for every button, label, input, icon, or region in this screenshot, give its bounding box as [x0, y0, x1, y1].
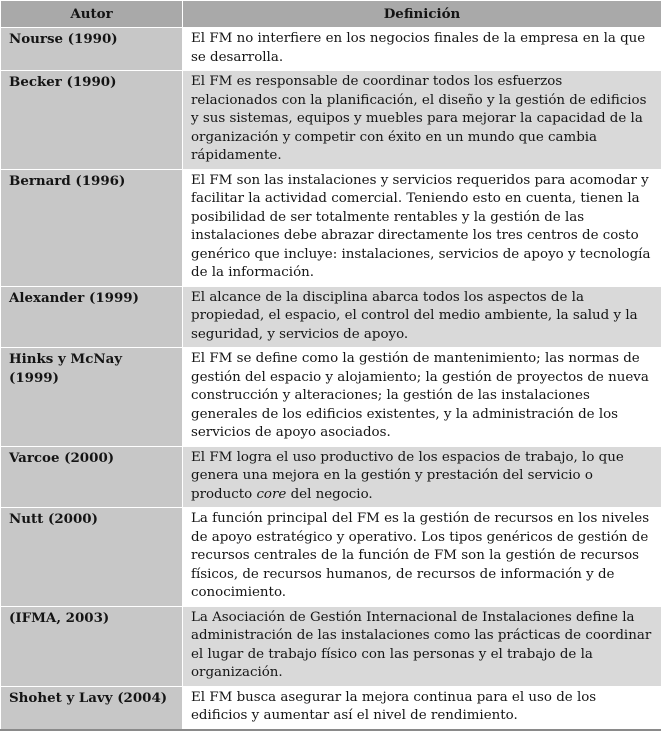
definition-cell: La Asociación de Gestión Internacional de Instalaciones define la administración de las instalaciones como las prácticas de coordinar el lugar de trabajo físico con las personas y el trabajo de la organización.	[183, 606, 661, 686]
table-row	[1, 686, 661, 730]
author-cell: Bernard (1996)	[1, 169, 183, 286]
header-definicion: Definición	[183, 1, 661, 28]
definition-cell: El FM son las instalaciones y servicios requeridos para acomodar y facilitar la actividad comercial. Teniendo esto en cuenta, tienen la posibilidad de ser totalmente rentables y la gestión de las instalaciones debe abrazar directamente los tres centros de costo genérico que incluye: instalaciones, servicios de apoyo y tecnología de la información.	[183, 169, 661, 286]
definition-cell: El FM se define como la gestión de mantenimiento; las normas de gestión del espacio y alojamiento; la gestión de proyectos de nueva construcción y alteraciones; la gestión de las instalaciones generales de los edificios existentes, y la administración de los servicios de apoyo asociados.	[183, 348, 661, 447]
table-row	[1, 169, 661, 286]
author-cell: Becker (1990)	[1, 71, 183, 170]
author-cell: Alexander (1999)	[1, 286, 183, 348]
definition-text: El FM logra el uso productivo de los espacios de trabajo, lo que genera una mejora en la gestión y prestación del servicio o producto	[191, 450, 624, 502]
table-row	[1, 508, 661, 607]
author-cell: Nutt (2000)	[1, 508, 183, 607]
table-row	[1, 348, 661, 447]
definition-text: del negocio.	[286, 487, 372, 502]
author-cell: Hinks y McNay (1999)	[1, 348, 183, 447]
table-row	[1, 446, 661, 508]
author-cell: (IFMA, 2003)	[1, 606, 183, 686]
table-row	[1, 606, 661, 686]
header-row	[1, 1, 661, 28]
author-cell: Varcoe (2000)	[1, 446, 183, 508]
table-row	[1, 286, 661, 348]
header-autor: Autor	[1, 1, 183, 28]
table-row	[1, 28, 661, 71]
author-cell: Nourse (1990)	[1, 28, 183, 71]
author-cell: Shohet y Lavy (2004)	[1, 686, 183, 730]
definition-cell: La función principal del FM es la gestión de recursos en los niveles de apoyo estratégico y operativo. Los tipos genéricos de gestión de recursos centrales de la función de FM son la gestión de recursos físicos, de recursos humanos, de recursos de información y de conocimiento.	[183, 508, 661, 607]
definition-cell: El FM no interfiere en los negocios finales de la empresa en la que se desarrolla.	[183, 28, 661, 71]
definition-cell	[183, 446, 661, 508]
definition-cell: El alcance de la disciplina abarca todos los aspectos de la propiedad, el espacio, el control del medio ambiente, la salud y la seguridad, y servicios de apoyo.	[183, 286, 661, 348]
definition-cell: El FM es responsable de coordinar todos los esfuerzos relacionados con la planificación, el diseño y la gestión de edificios y sus sistemas, equipos y muebles para mejorar la capacidad de la organización y competir con éxito en un mundo que cambia rápidamente.	[183, 71, 661, 170]
table-row	[1, 71, 661, 170]
definition-cell: El FM busca asegurar la mejora continua para el uso de los edificios y aumentar así el nivel de rendimiento.	[183, 686, 661, 730]
definition-emphasis: core	[256, 487, 286, 502]
